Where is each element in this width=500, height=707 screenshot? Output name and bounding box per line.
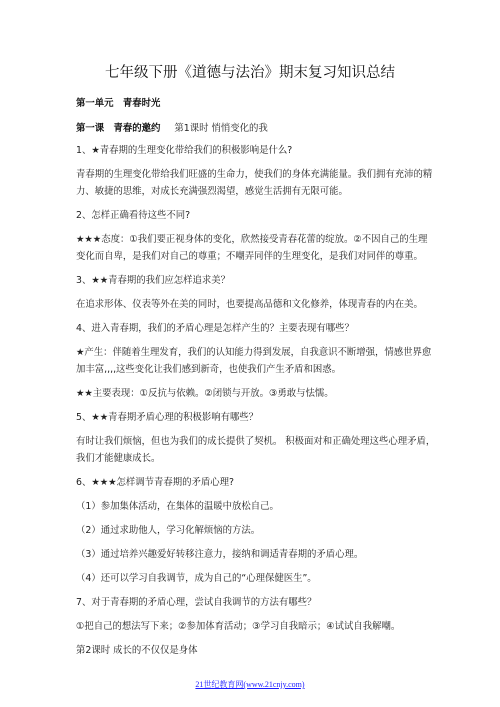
- answer-6-item-4: （4）还可以学习自我调节，成为自己的“心理保健医生”。: [76, 573, 317, 584]
- question-1: 1、★青春期的生理变化带给我们的积极影响是什么?: [76, 145, 293, 156]
- lesson-title: 第一课 青春的邀约: [76, 123, 161, 134]
- answer-2-line-1: ★★★态度：①我们要正视身体的变化，欣然接受青春花蕾的绽放。②不因自己的生理: [76, 234, 428, 245]
- answer-6-item-3: （3）通过培养兴趣爱好转移注意力，接纳和调适青春期的矛盾心理。: [76, 549, 364, 560]
- question-5: 5、★★青春期矛盾心理的积极影响有哪些？: [76, 412, 259, 423]
- page-title: 七年级下册《道德与法治》期末复习知识总结: [105, 65, 395, 81]
- lesson-2-heading: 第2课时 成长的不仅仅是身体: [76, 645, 198, 656]
- answer-3: 在追求形体、仪表等外在美的同时，也要提高品德和文化修养，体现青春的内在美。: [76, 299, 423, 310]
- question-3: 3、★★青春期的我们应怎样追求美？: [76, 275, 231, 286]
- question-6: 6、★★★怎样调节青春期的矛盾心理?: [76, 477, 235, 488]
- answer-7: ①把自己的想法写下来；②参加体育活动；③学习自我暗示；④试试自我解嘲。: [76, 621, 401, 632]
- question-2: 2、怎样正确看待这些不同?: [76, 210, 191, 221]
- lesson-subtitle: 第1课时 悄悄变化的我: [174, 123, 268, 134]
- answer-1-line-2: 力、敏捷的思维，对成长充满强烈渴望，感觉生活拥有无限可能。: [76, 186, 348, 197]
- answer-6-item-2: （2）通过求助他人，学习化解烦恼的方法。: [76, 525, 261, 536]
- answer-5-line-1: 有时让我们烦恼，但也为我们的成长提供了契机。 积极面对和正确处理这些心理矛盾，: [76, 436, 436, 447]
- answer-4-line-1: ★产生：伴随着生理发育，我们的认知能力得到发展，自我意识不断增强，情感世界愈: [76, 347, 432, 358]
- answer-4-line-2: 加丰富,,,,这些变化让我们感到新奇，也使我们产生矛盾和困惑。: [76, 364, 342, 375]
- answer-1-line-1: 青春期的生理变化带给我们旺盛的生命力，使我们的身体充满能量。我们拥有充沛的精: [76, 169, 433, 180]
- answer-6-item-1: （1）参加集体活动，在集体的温暖中放松自己。: [76, 501, 279, 512]
- question-4: 4、进入青春期，我们的矛盾心理是怎样产生的？主要表现有哪些？: [76, 323, 354, 334]
- answer-2-line-2: 变化而自卑，是我们对自己的尊重；不嘲弄同伴的生理变化，是我们对同伴的尊重。: [76, 251, 423, 262]
- unit-heading: 第一单元 青春时光: [76, 98, 161, 109]
- answer-5-line-2: 我们才能健康成长。: [76, 453, 161, 464]
- footer-link[interactable]: 21世纪教育网(www.21cnjy.com): [195, 680, 305, 689]
- lesson-heading: [76, 123, 436, 135]
- answer-4-line-3: ★★主要表现：①反抗与依赖。②闭锁与开放。③勇敢与怯懦。: [76, 388, 334, 399]
- question-7: 7、对于青春期的矛盾心理，尝试自我调节的方法有哪些？: [76, 597, 317, 608]
